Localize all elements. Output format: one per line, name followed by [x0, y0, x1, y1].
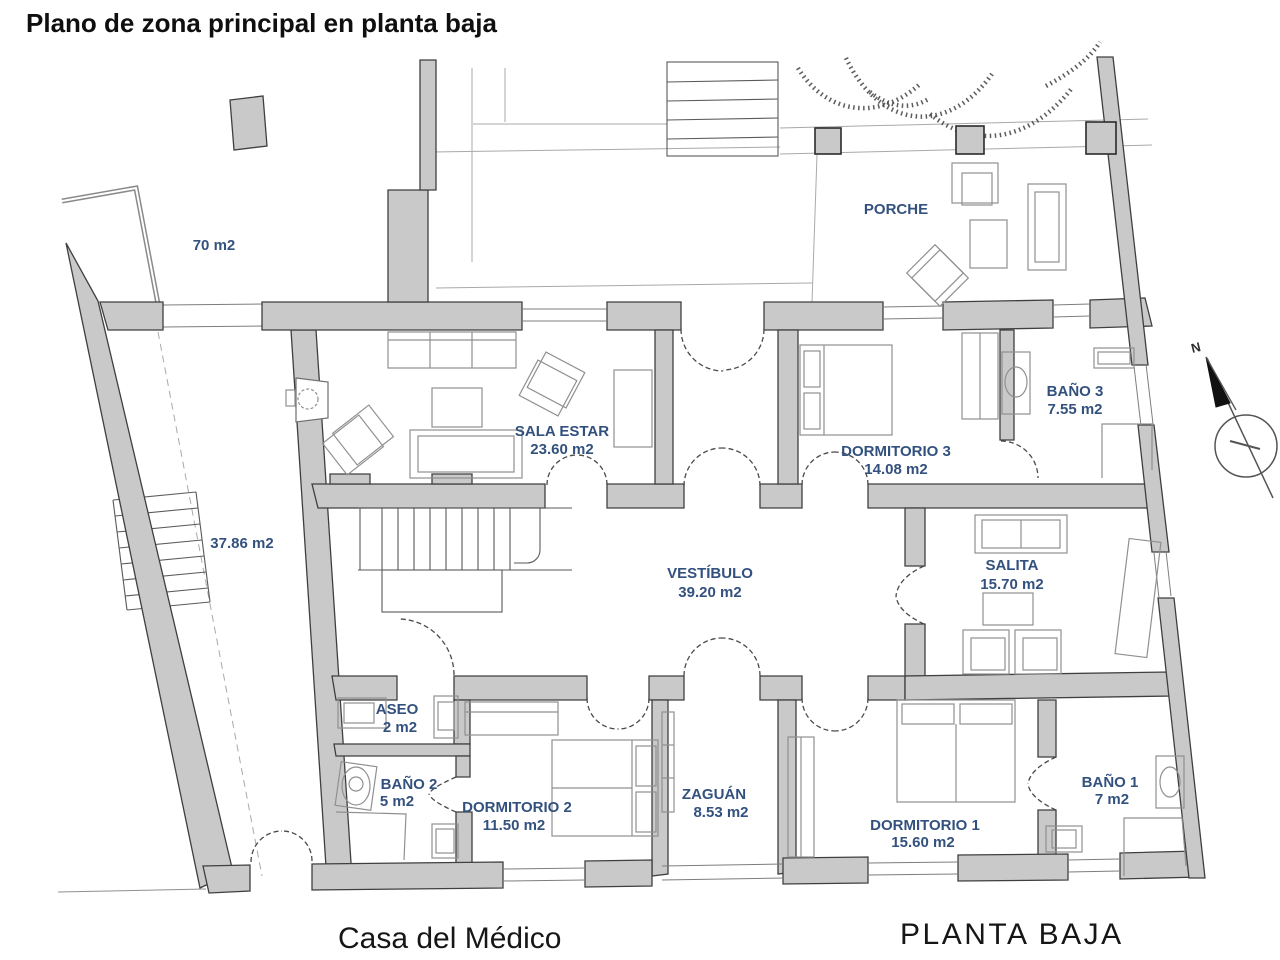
label-zaguan-area: 8.53 m2: [693, 804, 749, 821]
label-zaguan-name: ZAGUÁN: [681, 786, 747, 803]
dormitorio3-furniture: [800, 333, 998, 435]
label-vestibulo-name: VESTÍBULO: [667, 565, 753, 582]
caption-floor-name: PLANTA BAJA: [900, 918, 1124, 951]
garden-foliage: [798, 42, 1100, 136]
label-salita-area: 15.70 m2: [980, 576, 1044, 593]
walls: [62, 57, 1205, 893]
sala-estar-furniture: [286, 332, 652, 478]
label-aseo-area: 2 m2: [382, 719, 418, 736]
caption-house-name: Casa del Médico: [338, 922, 562, 955]
label-patio-70: 70 m2: [192, 237, 236, 254]
label-bano3-area: 7.55 m2: [1047, 401, 1103, 418]
north-arrow: [1190, 339, 1277, 498]
label-sala-estar-area: 23.60 m2: [530, 441, 594, 458]
label-bano2-area: 5 m2: [379, 793, 415, 810]
label-bano1-name: BAÑO 1: [1081, 774, 1139, 791]
vestibule-staircase: [358, 508, 572, 612]
label-salita-name: SALITA: [985, 557, 1039, 574]
label-bano2-name: BAÑO 2: [380, 776, 438, 793]
label-dormitorio3-name: DORMITORIO 3: [841, 443, 951, 460]
label-bano1-area: 7 m2: [1094, 791, 1130, 808]
label-dormitorio1-name: DORMITORIO 1: [870, 817, 980, 834]
salita-furniture: [963, 515, 1161, 674]
label-porche: PORCHE: [863, 201, 929, 218]
patio-lines: [58, 68, 1152, 892]
label-dormitorio2-area: 11.50 m2: [482, 817, 546, 834]
fireplace: [296, 378, 328, 422]
label-bano3-name: BAÑO 3: [1046, 383, 1104, 400]
label-dormitorio2-name: DORMITORIO 2: [462, 799, 572, 816]
north-label: N: [1189, 339, 1203, 356]
label-dormitorio1-area: 15.60 m2: [891, 834, 955, 851]
page-title: Plano de zona principal en planta baja: [26, 8, 497, 38]
patio-steps: [667, 62, 778, 156]
label-dormitorio3-area: 14.08 m2: [864, 461, 928, 478]
label-aseo-name: ASEO: [375, 701, 419, 718]
porche-furniture: [907, 163, 1066, 306]
label-sala-estar-name: SALA ESTAR: [514, 423, 610, 440]
label-patio-3786: 37.86 m2: [210, 535, 274, 552]
pillar-block: [230, 96, 267, 150]
label-vestibulo-area: 39.20 m2: [678, 584, 742, 601]
